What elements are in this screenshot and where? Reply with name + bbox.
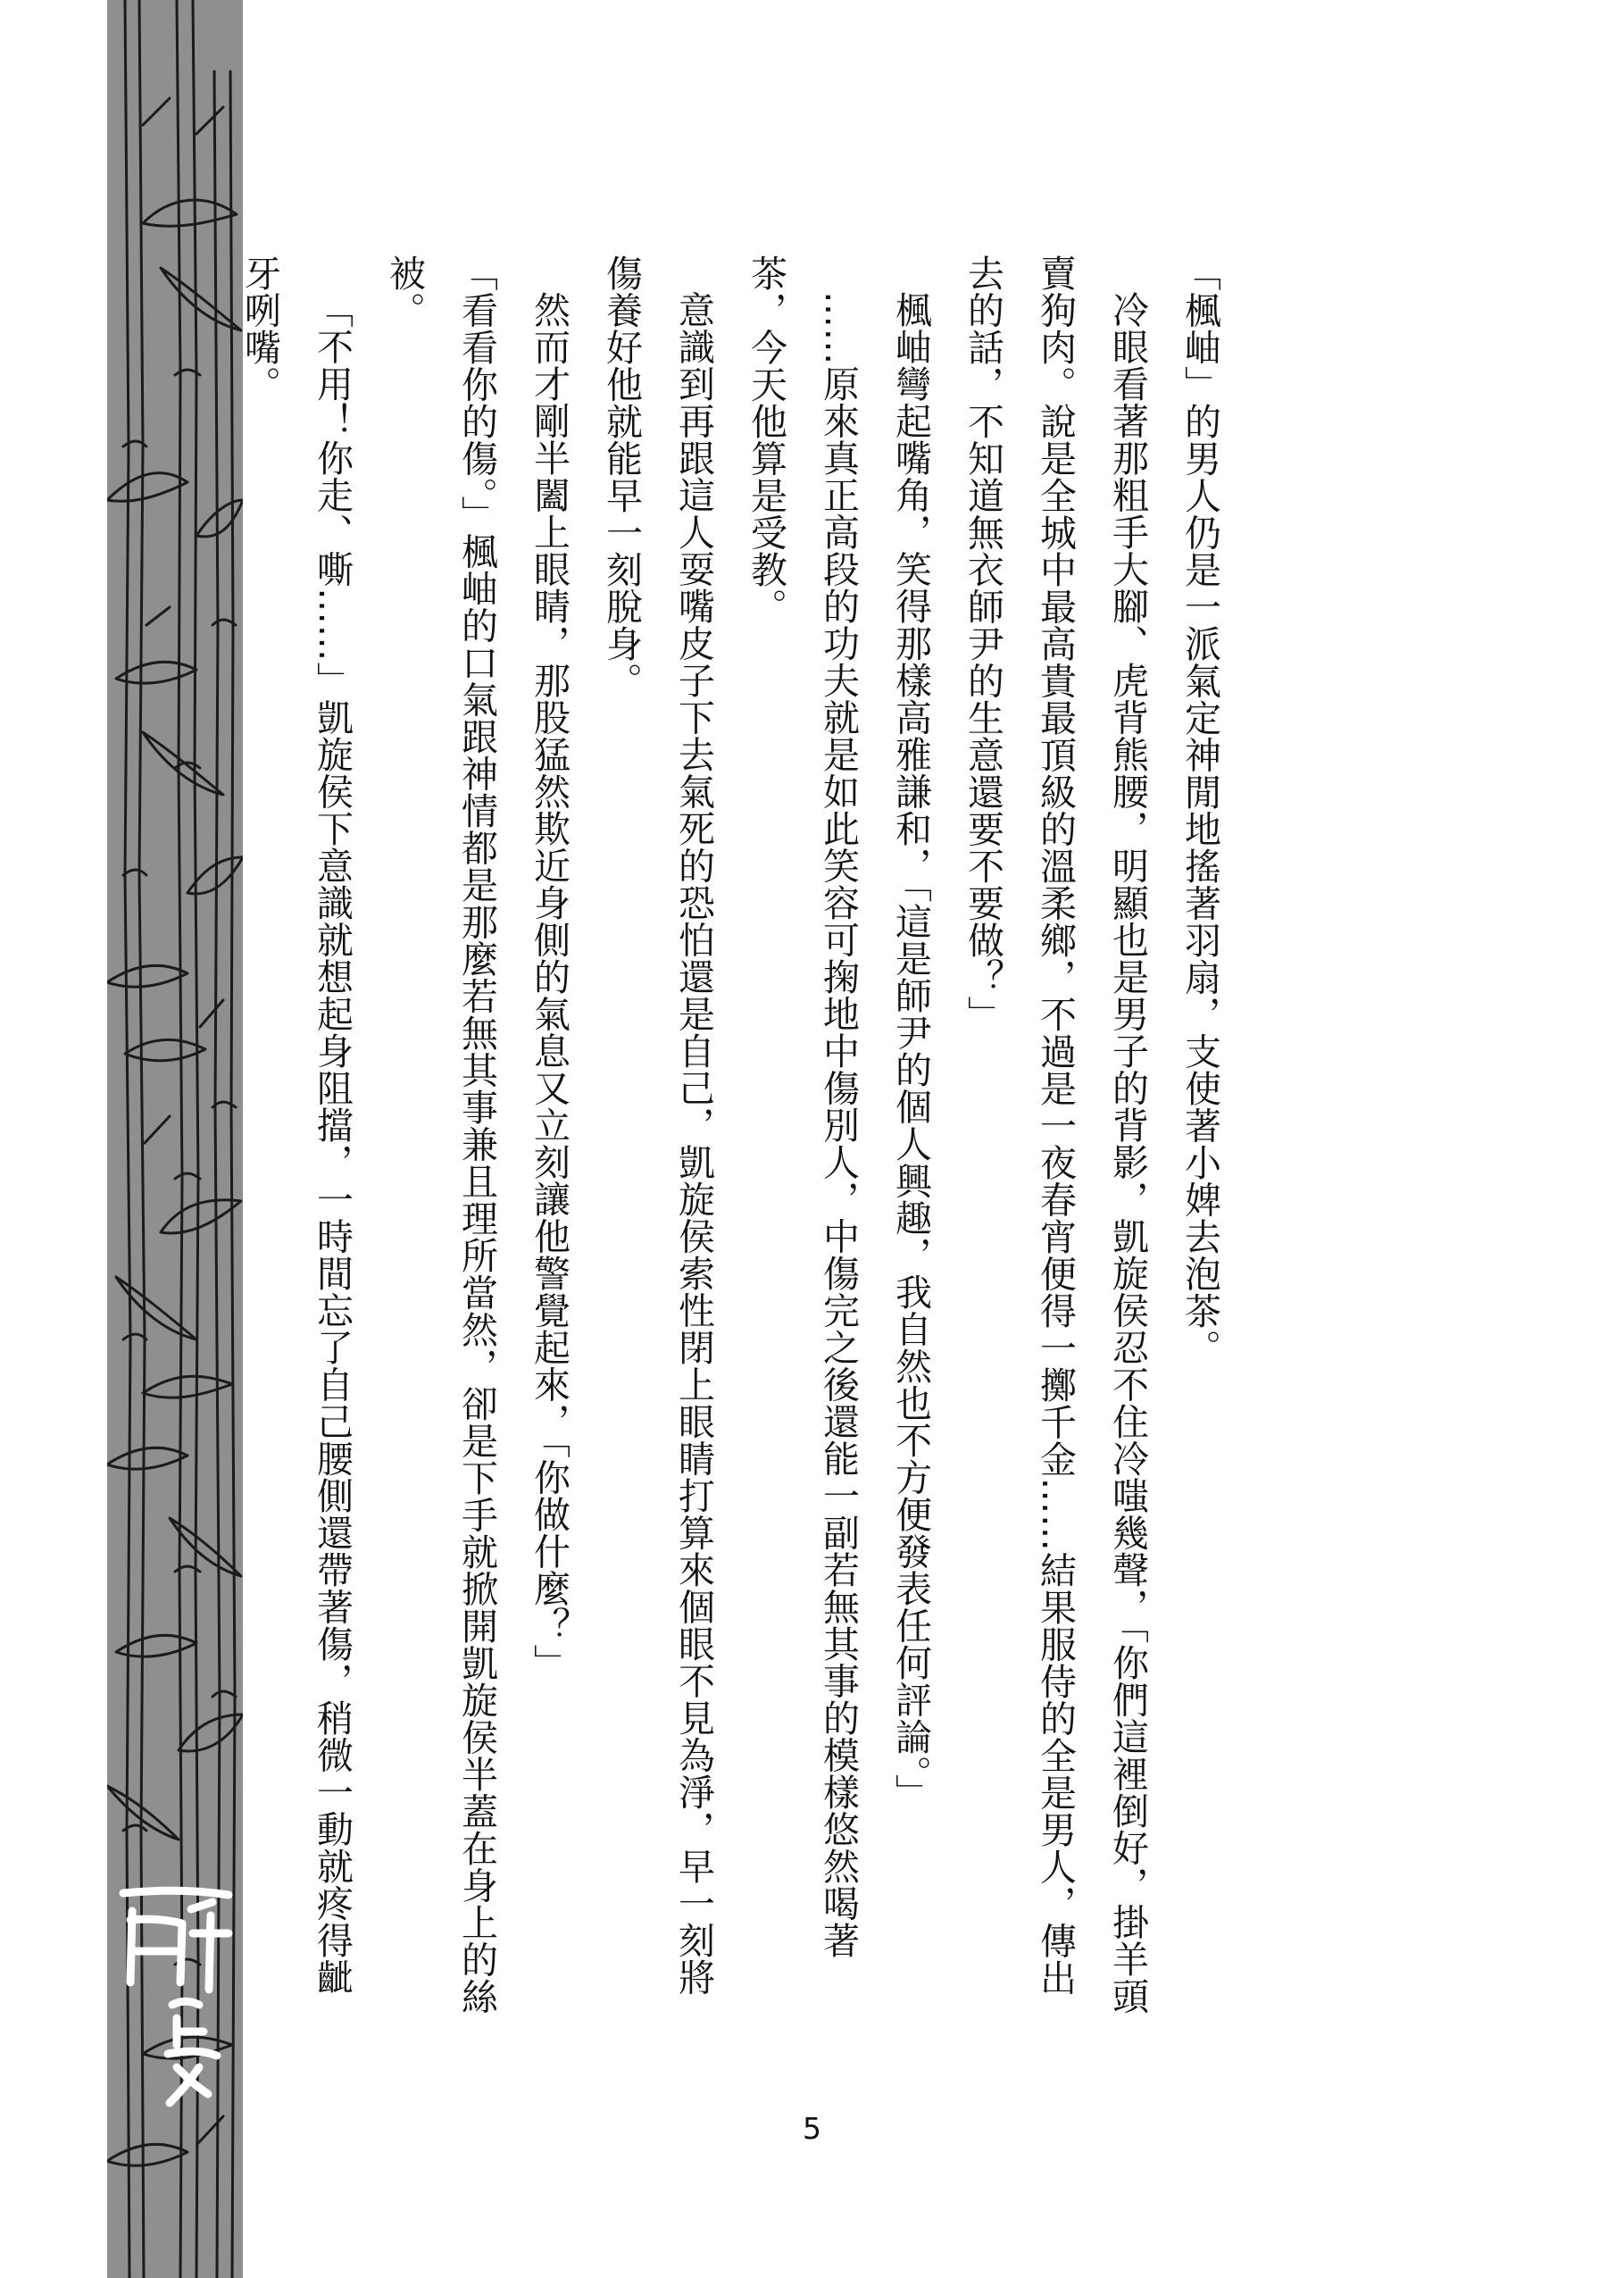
paragraph-2: 冷眼看著那粗手大腳、虎背熊腰，明顯也是男子的背影，凱旋侯忍不住冷嗤幾聲，「你們這裡倒好，掛羊頭賣狗肉。說是全城中最高貴最頂級的溫柔鄉，不過是一夜春宵便得一擲千金……結果服侍的全是男人，傳出去的話，不知道無衣師尹的生意還要不要做？」 [962,255,1149,2015]
paragraph-7: 「看看你的傷。」楓岫的口氣跟神情都是那麼若無其事兼且理所當然，卻是下手就掀開凱旋侯半蓋在身上的絲被。 [383,255,498,2015]
page-number-label: 5 [803,2111,821,2146]
calligraphy-title [105,1884,239,2116]
paragraph-4: ……原來真正高段的功夫就是如此笑容可掬地中傷別人，中傷完之後還能一副若無其事的模樣悠然喝著茶，今天他算是受教。 [745,255,860,1959]
paragraph-1: 「楓岫」的男人仍是一派氣定神閒地搖著羽扇，支使著小婢去泡茶。 [1178,255,1221,1366]
paragraph-5: 意識到再跟這人耍嘴皮子下去氣死的恐怕還是自己，凱旋侯索性閉上眼睛打算來個眼不見為淨，早一刻將傷養好他就能早一刻脫身。 [600,255,715,1996]
paragraph-8: 「不用！你走、嘶……」凱旋侯下意識就想起身阻擋，一時間忘了自己腰側還帶著傷，稍微一動就疼得齜牙咧嘴。 [238,255,354,1996]
page-number [0,2111,1624,2146]
paragraph-6: 然而才剛半闔上眼睛，那股猛然欺近身側的氣息又立刻讓他警覺起來，「你做什麼？」 [528,291,570,1681]
paragraph-3: 楓岫彎起嘴角，笑得那樣高雅謙和，「這是師尹的個人興趣，我自然也不方便發表任何評論。」 [889,291,932,1811]
calligraphy-title-icon [105,1884,239,2116]
vertical-text-body [223,255,1236,2032]
